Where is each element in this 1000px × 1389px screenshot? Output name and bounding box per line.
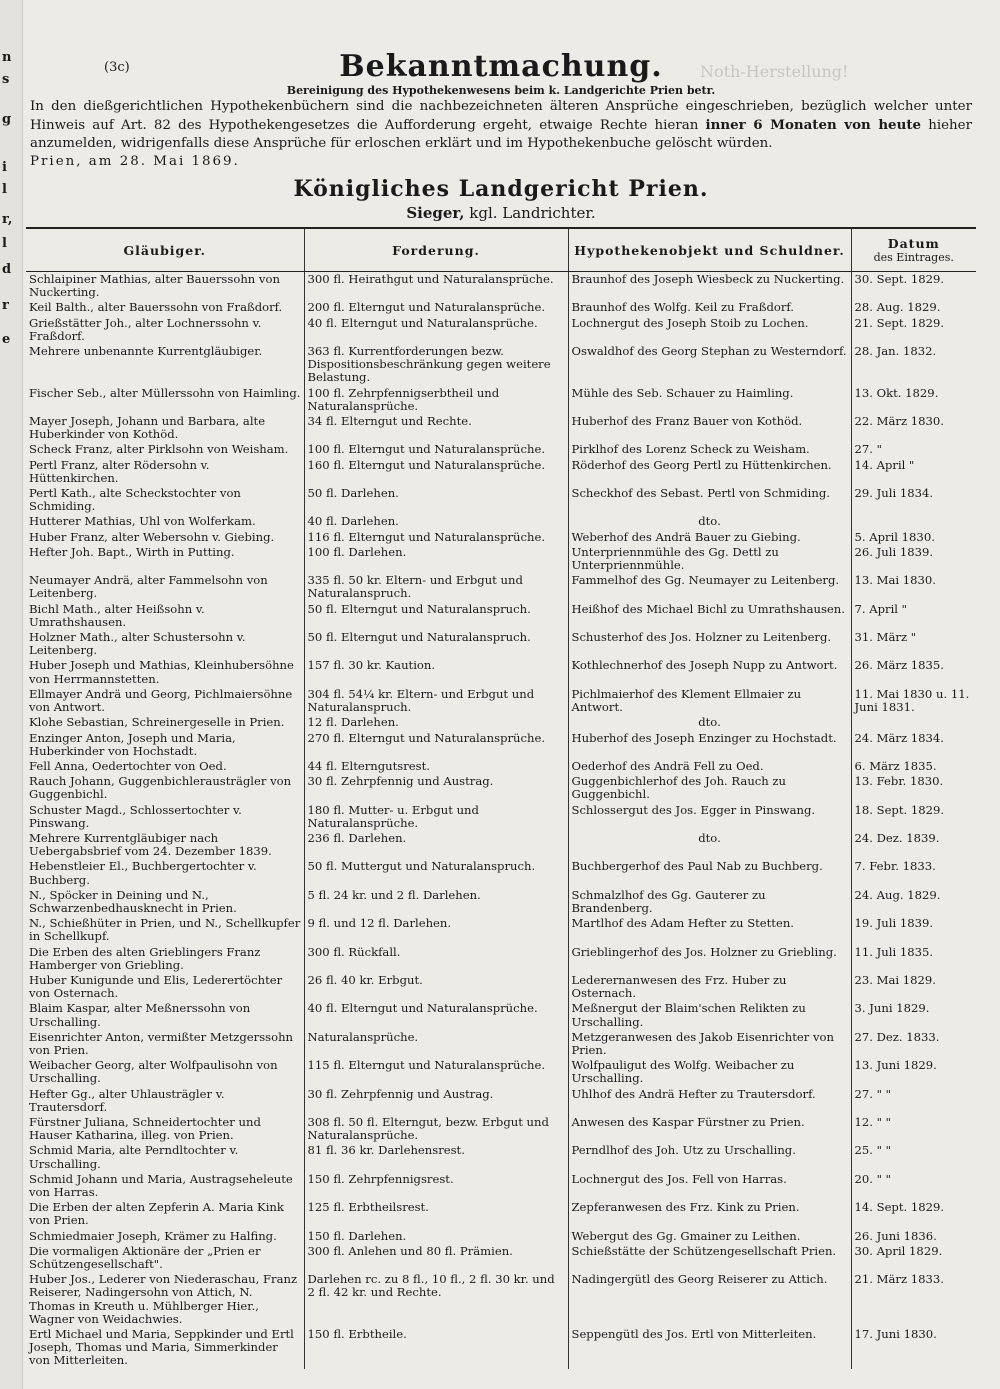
creditor-cell: Schmid Maria, alte Perndltochter v. Urschalling. xyxy=(29,1143,239,1171)
creditor-cell: Eisenrichter Anton, vermißter Metzgerssohn von Prien. xyxy=(29,1029,294,1057)
intro-text-2: hieher anzumelden, widrigenfalls diese Ansprüche für erloschen erklärt und im Hypothekenbuche gelöscht würden. xyxy=(30,118,972,151)
claim-cell: 200 fl. Elterngut und Naturalansprüche. xyxy=(304,300,568,315)
date-cell: 6. März 1835. xyxy=(851,759,976,774)
claim-cell: 100 fl. Zehrpfennigserbtheil und Naturalansprüche. xyxy=(304,386,568,414)
date-cell: 14. Sept. 1829. xyxy=(851,1200,976,1228)
creditor-cell: Mayer Joseph, Johann und Barbara, alte Huberkinder von Kothöd. xyxy=(29,414,266,442)
object-cell: Mühle des Seb. Schauer zu Haimling. xyxy=(568,386,851,414)
creditor-cell: Huber Kunigunde und Elis, Lederertöchter von Osternach. xyxy=(29,972,283,1001)
claim-cell: 30 fl. Zehrpfennig und Austrag. xyxy=(304,1087,568,1115)
header-forderung: Forderung. xyxy=(304,228,568,272)
object-cell: Heißhof des Michael Bichl zu Umrathshausen. xyxy=(568,602,851,630)
claim-cell: 44 fl. Elterngutsrest. xyxy=(304,759,568,774)
claim-cell: 40 fl. Elterngut und Naturalansprüche. xyxy=(304,316,568,344)
claim-cell: 50 fl. Elterngut und Naturalanspruch. xyxy=(304,602,568,630)
court-name: Königliches Landgericht Prien. xyxy=(293,176,709,202)
creditor-cell: Hebenstleier El., Buchbergertochter v. Buchberg. xyxy=(29,859,257,887)
creditor-cell: Die Erben des alten Grieblingers Franz Hamberger von Griebling. xyxy=(29,944,261,972)
claim-cell: 300 fl. Rückfall. xyxy=(304,945,568,973)
creditor-cell: Mehrere unbenannte Kurrentgläubiger. xyxy=(29,344,263,359)
date-cell: 20. " " xyxy=(851,1172,976,1200)
table-row xyxy=(26,414,976,442)
date-cell: 24. März 1834. xyxy=(851,731,976,759)
date-cell: 13. Febr. 1830. xyxy=(851,774,976,802)
object-cell: Schusterhof des Jos. Holzner zu Leitenberg. xyxy=(568,630,851,658)
table-row xyxy=(26,272,976,301)
table-row xyxy=(26,1172,976,1200)
claim-cell: 115 fl. Elterngut und Naturalansprüche. xyxy=(304,1058,568,1086)
date-cell: 27. " xyxy=(851,442,976,457)
claim-cell: 300 fl. Anlehen und 80 fl. Prämien. xyxy=(304,1244,568,1272)
creditor-cell: Keil Balth., alter Bauerssohn von Fraßdorf. xyxy=(29,300,283,315)
date-cell: 26. Juli 1839. xyxy=(851,545,976,573)
object-cell: dto. xyxy=(568,514,851,529)
edge-letter: i xyxy=(2,160,7,175)
creditor-cell: Enzinger Anton, Joseph und Maria, Huberkinder von Hochstadt. xyxy=(29,730,236,758)
date-cell: 30. Sept. 1829. xyxy=(851,272,976,301)
date-cell: 26. März 1835. xyxy=(851,658,976,686)
date-cell: 26. Juni 1836. xyxy=(851,1229,976,1244)
creditor-cell: Huber Joseph und Mathias, Kleinhubersöhne von Herrmannstetten. xyxy=(29,658,294,686)
edge-letter: g xyxy=(2,112,12,127)
date-cell: 28. Aug. 1829. xyxy=(851,300,976,315)
date-cell: 13. Juni 1829. xyxy=(851,1058,976,1086)
table-row xyxy=(26,1030,976,1058)
object-cell: Oswaldhof des Georg Stephan zu Westerndorf. xyxy=(568,344,851,386)
object-cell: Martlhof des Adam Hefter zu Stetten. xyxy=(568,916,851,944)
claim-cell: 335 fl. 50 kr. Eltern- und Erbgut und Naturalanspruch. xyxy=(304,573,568,601)
table-row xyxy=(26,803,976,831)
claim-cell: 12 fl. Darlehen. xyxy=(304,715,568,730)
object-cell: Schlossergut des Jos. Egger in Pinswang. xyxy=(568,803,851,831)
object-cell: Schießstätte der Schützengesellschaft Prien. xyxy=(568,1244,851,1272)
table-row xyxy=(26,1115,976,1143)
claim-cell: 300 fl. Heirathgut und Naturalansprüche. xyxy=(304,272,568,301)
header-objekt: Hypothekenobjekt und Schuldner. xyxy=(568,228,851,272)
claim-cell: 150 fl. Erbtheile. xyxy=(304,1327,568,1369)
creditor-cell: Mehrere Kurrentgläubiger nach Uebergabsbrief vom 24. Dezember 1839. xyxy=(29,830,272,859)
table-row xyxy=(26,1327,976,1369)
object-cell: Kothlechnerhof des Joseph Nupp zu Antwort. xyxy=(568,658,851,686)
creditor-cell: Die Erben der alten Zepferin A. Maria Kink von Prien. xyxy=(29,1200,284,1228)
table-row xyxy=(26,442,976,457)
edge-letter: s xyxy=(2,72,10,87)
object-cell: Buchbergerhof des Paul Nab zu Buchberg. xyxy=(568,859,851,887)
date-cell: 27. " " xyxy=(851,1087,976,1115)
date-cell: 30. April 1829. xyxy=(851,1244,976,1272)
table-row xyxy=(26,916,976,944)
object-cell: Unterpriennmühle des Gg. Dettl zu Unterpriennmühle. xyxy=(568,545,851,573)
object-cell: Pichlmaierhof des Klement Ellmaier zu Antwort. xyxy=(568,687,851,715)
object-cell: dto. xyxy=(568,831,851,859)
newspaper-page xyxy=(26,50,976,1369)
object-cell: dto. xyxy=(568,715,851,730)
claim-cell: 363 fl. Kurrentforderungen bezw. Dispositionsbeschränkung gegen weitere Belastung. xyxy=(304,344,568,386)
claim-cell: 5 fl. 24 kr. und 2 fl. Darlehen. xyxy=(304,888,568,916)
table-row xyxy=(26,530,976,545)
date-cell: 24. Aug. 1829. xyxy=(851,888,976,916)
table-row xyxy=(26,1244,976,1272)
object-cell: Metzgeranwesen des Jakob Eisenrichter von Prien. xyxy=(568,1030,851,1058)
creditor-cell: Die vormaligen Aktionäre der „Prien er Schützengesellschaft". xyxy=(29,1243,261,1272)
edge-letter: r, xyxy=(2,212,13,227)
page-number: (3c) xyxy=(104,60,130,75)
object-cell: Huberhof des Joseph Enzinger zu Hochstadt. xyxy=(568,731,851,759)
claim-cell: 304 fl. 54¼ kr. Eltern- und Erbgut und Naturalanspruch. xyxy=(304,687,568,715)
date-cell: 12. " " xyxy=(851,1115,976,1143)
claim-cell: 50 fl. Darlehen. xyxy=(304,486,568,514)
deadline-emphasis: inner 6 Monaten von heute xyxy=(705,117,922,133)
header-datum-main: Datum xyxy=(887,236,940,251)
claim-cell: 40 fl. Darlehen. xyxy=(304,514,568,529)
creditor-cell: Klohe Sebastian, Schreinergeselle in Prien. xyxy=(29,715,285,730)
table-row xyxy=(26,602,976,630)
date-cell: 23. Mai 1829. xyxy=(851,973,976,1001)
object-cell: Weberhof des Andrä Bauer zu Giebing. xyxy=(568,530,851,545)
object-cell: Zepferanwesen des Frz. Kink zu Prien. xyxy=(568,1200,851,1228)
creditor-cell: N., Spöcker in Deining und N., Schwarzenbedhausknecht in Prien. xyxy=(29,887,237,915)
table-row xyxy=(26,1001,976,1029)
table-row xyxy=(26,1200,976,1228)
object-cell: Röderhof des Georg Pertl zu Hüttenkirchen. xyxy=(568,458,851,486)
date-cell xyxy=(851,514,976,529)
table-row xyxy=(26,715,976,730)
table-row xyxy=(26,658,976,686)
creditor-cell: Fell Anna, Oedertochter von Oed. xyxy=(29,758,227,773)
object-cell: Anwesen des Kaspar Fürstner zu Prien. xyxy=(568,1115,851,1143)
object-cell: Huberhof des Franz Bauer von Kothöd. xyxy=(568,414,851,442)
creditor-cell: Ellmayer Andrä und Georg, Pichlmaiersöhne von Antwort. xyxy=(29,686,293,715)
object-cell: Lochnergut des Jos. Fell von Harras. xyxy=(568,1172,851,1200)
claim-cell: 9 fl. und 12 fl. Darlehen. xyxy=(304,916,568,944)
object-cell: Webergut des Gg. Gmainer zu Leithen. xyxy=(568,1229,851,1244)
creditor-cell: Schuster Magd., Schlossertochter v. Pinswang. xyxy=(29,802,242,830)
table-row xyxy=(26,386,976,414)
announcement-body xyxy=(26,98,976,171)
table-row xyxy=(26,1229,976,1244)
creditor-cell: Schmiedmaier Joseph, Krämer zu Halfing. xyxy=(29,1228,277,1243)
object-cell: Fammelhof des Gg. Neumayer zu Leitenberg. xyxy=(568,573,851,601)
edge-letter: d xyxy=(2,262,12,277)
claims-table xyxy=(26,227,976,1369)
claim-cell: 50 fl. Muttergut und Naturalanspruch. xyxy=(304,859,568,887)
creditor-cell: Rauch Johann, Guggenbichlerausträgler von Guggenbichl. xyxy=(29,774,292,802)
creditor-cell: Schlaipiner Mathias, alter Bauerssohn von Nuckerting. xyxy=(29,272,280,300)
left-page-edge xyxy=(0,0,23,1389)
object-cell: Lochnergut des Joseph Stoib zu Lochen. xyxy=(568,316,851,344)
claim-cell: 100 fl. Elterngut und Naturalansprüche. xyxy=(304,442,568,457)
date-cell: 21. März 1833. xyxy=(851,1272,976,1327)
table-row xyxy=(26,888,976,916)
creditor-cell: Ertl Michael und Maria, Seppkinder und Ertl Joseph, Thomas und Maria, Simmerkinder von Mitterleiten. xyxy=(29,1327,294,1368)
creditor-cell: Huber Franz, alter Webersohn v. Giebing. xyxy=(29,529,275,544)
page-subtitle: Bereinigung des Hypothekenwesens beim k. Landgerichte Prien betr. xyxy=(286,84,716,97)
date-cell: 29. Juli 1834. xyxy=(851,486,976,514)
creditor-cell: Huber Jos., Lederer von Niederaschau, Franz Reiserer, Nadingersohn von Attich, N. Thomas in Kreuth u. Mühlberger Hier., Wagner von Weidachwies. xyxy=(29,1272,298,1326)
claim-cell: 116 fl. Elterngut und Naturalansprüche. xyxy=(304,530,568,545)
creditor-cell: Hutterer Mathias, Uhl von Wolferkam. xyxy=(29,514,256,529)
object-cell: Braunhof des Wolfg. Keil zu Fraßdorf. xyxy=(568,300,851,315)
claim-cell: 26 fl. 40 kr. Erbgut. xyxy=(304,973,568,1001)
table-row xyxy=(26,1058,976,1086)
object-cell: Nadingergütl des Georg Reiserer zu Attich. xyxy=(568,1272,851,1327)
creditor-cell: Hefter Gg., alter Uhlausträgler v. Trautersdorf. xyxy=(29,1086,225,1114)
header-datum-sub: des Eintrages. xyxy=(873,251,954,264)
creditor-cell: Hefter Joh. Bapt., Wirth in Putting. xyxy=(29,544,235,559)
creditor-cell: Grießstätter Joh., alter Lochnerssohn v. Fraßdorf. xyxy=(29,315,262,343)
claim-cell: 100 fl. Darlehen. xyxy=(304,545,568,573)
table-row xyxy=(26,831,976,859)
table-row xyxy=(26,344,976,386)
table-row xyxy=(26,1087,976,1115)
table-row xyxy=(26,545,976,573)
date-cell: 13. Mai 1830. xyxy=(851,573,976,601)
table-row xyxy=(26,300,976,315)
object-cell: Wolfpauligut des Wolfg. Weibacher zu Urschalling. xyxy=(568,1058,851,1086)
claim-cell: 150 fl. Zehrpfennigsrest. xyxy=(304,1172,568,1200)
table-row xyxy=(26,774,976,802)
claim-cell: Darlehen rc. zu 8 fl., 10 fl., 2 fl. 30 kr. und 2 fl. 42 kr. und Rechte. xyxy=(304,1272,568,1327)
object-cell: Perndlhof des Joh. Utz zu Urschalling. xyxy=(568,1143,851,1171)
date-cell: 22. März 1830. xyxy=(851,414,976,442)
table-row xyxy=(26,731,976,759)
date-cell: 7. April " xyxy=(851,602,976,630)
object-cell: Grieblingerhof des Jos. Holzner zu Griebling. xyxy=(568,945,851,973)
claim-cell: Naturalansprüche. xyxy=(304,1030,568,1058)
date-cell: 14. April " xyxy=(851,458,976,486)
object-cell: Braunhof des Joseph Wiesbeck zu Nuckerting. xyxy=(568,272,851,301)
table-row xyxy=(26,1272,976,1327)
claim-cell: 157 fl. 30 kr. Kaution. xyxy=(304,658,568,686)
date-cell: 11. Juli 1835. xyxy=(851,945,976,973)
date-cell: 11. Mai 1830 u. 11. Juni 1831. xyxy=(851,687,976,715)
bleed-through-text: Noth-Herstellung! xyxy=(700,62,849,81)
creditor-cell: Scheck Franz, alter Pirklsohn von Weisham. xyxy=(29,442,289,457)
claim-cell: 236 fl. Darlehen. xyxy=(304,831,568,859)
table-row xyxy=(26,316,976,344)
date-cell: 27. Dez. 1833. xyxy=(851,1030,976,1058)
table-row xyxy=(26,458,976,486)
creditor-cell: Bichl Math., alter Heißsohn v. Umrathshausen. xyxy=(29,601,205,629)
object-cell: Guggenbichlerhof des Joh. Rauch zu Guggenbichl. xyxy=(568,774,851,802)
claim-cell: 150 fl. Darlehen. xyxy=(304,1229,568,1244)
signer-name: Sieger, xyxy=(406,204,465,222)
signer-role: kgl. Landrichter. xyxy=(469,204,596,222)
creditor-cell: Pertl Kath., alte Scheckstochter von Schmiding. xyxy=(29,486,241,514)
date-cell: 17. Juni 1830. xyxy=(851,1327,976,1369)
creditor-cell: Neumayer Andrä, alter Fammelsohn von Leitenberg. xyxy=(29,573,268,601)
object-cell: Schmalzlhof des Gg. Gauterer zu Brandenberg. xyxy=(568,888,851,916)
object-cell: Oederhof des Andrä Fell zu Oed. xyxy=(568,759,851,774)
date-cell: 7. Febr. 1833. xyxy=(851,859,976,887)
claim-cell: 34 fl. Elterngut und Rechte. xyxy=(304,414,568,442)
claim-cell: 30 fl. Zehrpfennig und Austrag. xyxy=(304,774,568,802)
table-row xyxy=(26,759,976,774)
signer xyxy=(26,203,976,223)
date-cell: 28. Jan. 1832. xyxy=(851,344,976,386)
claim-cell: 160 fl. Elterngut und Naturalansprüche. xyxy=(304,458,568,486)
claim-cell: 270 fl. Elterngut und Naturalansprüche. xyxy=(304,731,568,759)
intro-text-1: In den dießgerichtlichen Hypothekenbüchern sind die nachbezeichneten älteren Ansprüche eingeschrieben, bezüglich welcher unter Hinweis auf Art. 82 des Hypothekengesetzes die Aufforderung ergeht, etwaige Rechte hieran xyxy=(30,99,972,133)
table-row xyxy=(26,486,976,514)
date-cell: 25. " " xyxy=(851,1143,976,1171)
date-cell: 31. März " xyxy=(851,630,976,658)
date-cell xyxy=(851,715,976,730)
edge-letter: l xyxy=(2,236,7,251)
object-cell: Meßnergut der Blaim'schen Relikten zu Urschalling. xyxy=(568,1001,851,1029)
object-cell: Seppengütl des Jos. Ertl von Mitterleiten. xyxy=(568,1327,851,1369)
table-row xyxy=(26,859,976,887)
creditor-cell: Holzner Math., alter Schustersohn v. Leitenberg. xyxy=(29,630,246,658)
table-header-row xyxy=(26,228,976,272)
creditor-cell: Pertl Franz, alter Rödersohn v. Hüttenkirchen. xyxy=(29,457,210,485)
claim-cell: 180 fl. Mutter- u. Erbgut und Naturalansprüche. xyxy=(304,803,568,831)
table-row xyxy=(26,973,976,1001)
creditor-cell: Schmid Johann und Maria, Austragseheleute von Harras. xyxy=(29,1171,293,1199)
header-glaeubiger: Gläubiger. xyxy=(26,228,304,272)
table-row xyxy=(26,1143,976,1171)
object-cell: Lederernanwesen des Frz. Huber zu Osternach. xyxy=(568,973,851,1001)
object-cell: Uhlhof des Andrä Hefter zu Trautersdorf. xyxy=(568,1087,851,1115)
date-cell: 5. April 1830. xyxy=(851,530,976,545)
date-cell: 21. Sept. 1829. xyxy=(851,316,976,344)
date-cell: 18. Sept. 1829. xyxy=(851,803,976,831)
table-row xyxy=(26,573,976,601)
date-cell: 13. Okt. 1829. xyxy=(851,386,976,414)
creditor-cell: Fischer Seb., alter Müllerssohn von Haimling. xyxy=(29,385,301,400)
claim-cell: 40 fl. Elterngut und Naturalansprüche. xyxy=(304,1001,568,1029)
date-cell: 24. Dez. 1839. xyxy=(851,831,976,859)
edge-letter: r xyxy=(2,298,9,313)
creditor-cell: N., Schießhüter in Prien, und N., Schellkupfer in Schellkupf. xyxy=(29,916,301,944)
creditor-cell: Weibacher Georg, alter Wolfpaulisohn von Urschalling. xyxy=(29,1058,278,1086)
table-body xyxy=(26,272,976,1369)
table-row xyxy=(26,630,976,658)
claim-cell: 308 fl. 50 fl. Elterngut, bezw. Erbgut und Naturalansprüche. xyxy=(304,1115,568,1143)
claim-cell: 81 fl. 36 kr. Darlehensrest. xyxy=(304,1143,568,1171)
date-cell: 3. Juni 1829. xyxy=(851,1001,976,1029)
page-title: Bekanntmachung. xyxy=(339,49,663,84)
object-cell: Scheckhof des Sebast. Pertl von Schmiding. xyxy=(568,486,851,514)
date-cell: 19. Juli 1839. xyxy=(851,916,976,944)
claim-cell: 50 fl. Elterngut und Naturalanspruch. xyxy=(304,630,568,658)
edge-letter: e xyxy=(2,332,11,347)
place-date: Prien, am 28. Mai 1869. xyxy=(30,154,240,169)
table-row xyxy=(26,945,976,973)
edge-letter: l xyxy=(2,182,7,197)
header-datum xyxy=(851,228,976,272)
creditor-cell: Fürstner Juliana, Schneidertochter und Hauser Katharina, illeg. von Prien. xyxy=(29,1114,261,1143)
edge-letter: n xyxy=(2,50,12,65)
creditor-cell: Blaim Kaspar, alter Meßnerssohn von Urschalling. xyxy=(29,1001,251,1029)
table-row xyxy=(26,514,976,529)
object-cell: Pirklhof des Lorenz Scheck zu Weisham. xyxy=(568,442,851,457)
claim-cell: 125 fl. Erbtheilsrest. xyxy=(304,1200,568,1228)
table-row xyxy=(26,687,976,715)
